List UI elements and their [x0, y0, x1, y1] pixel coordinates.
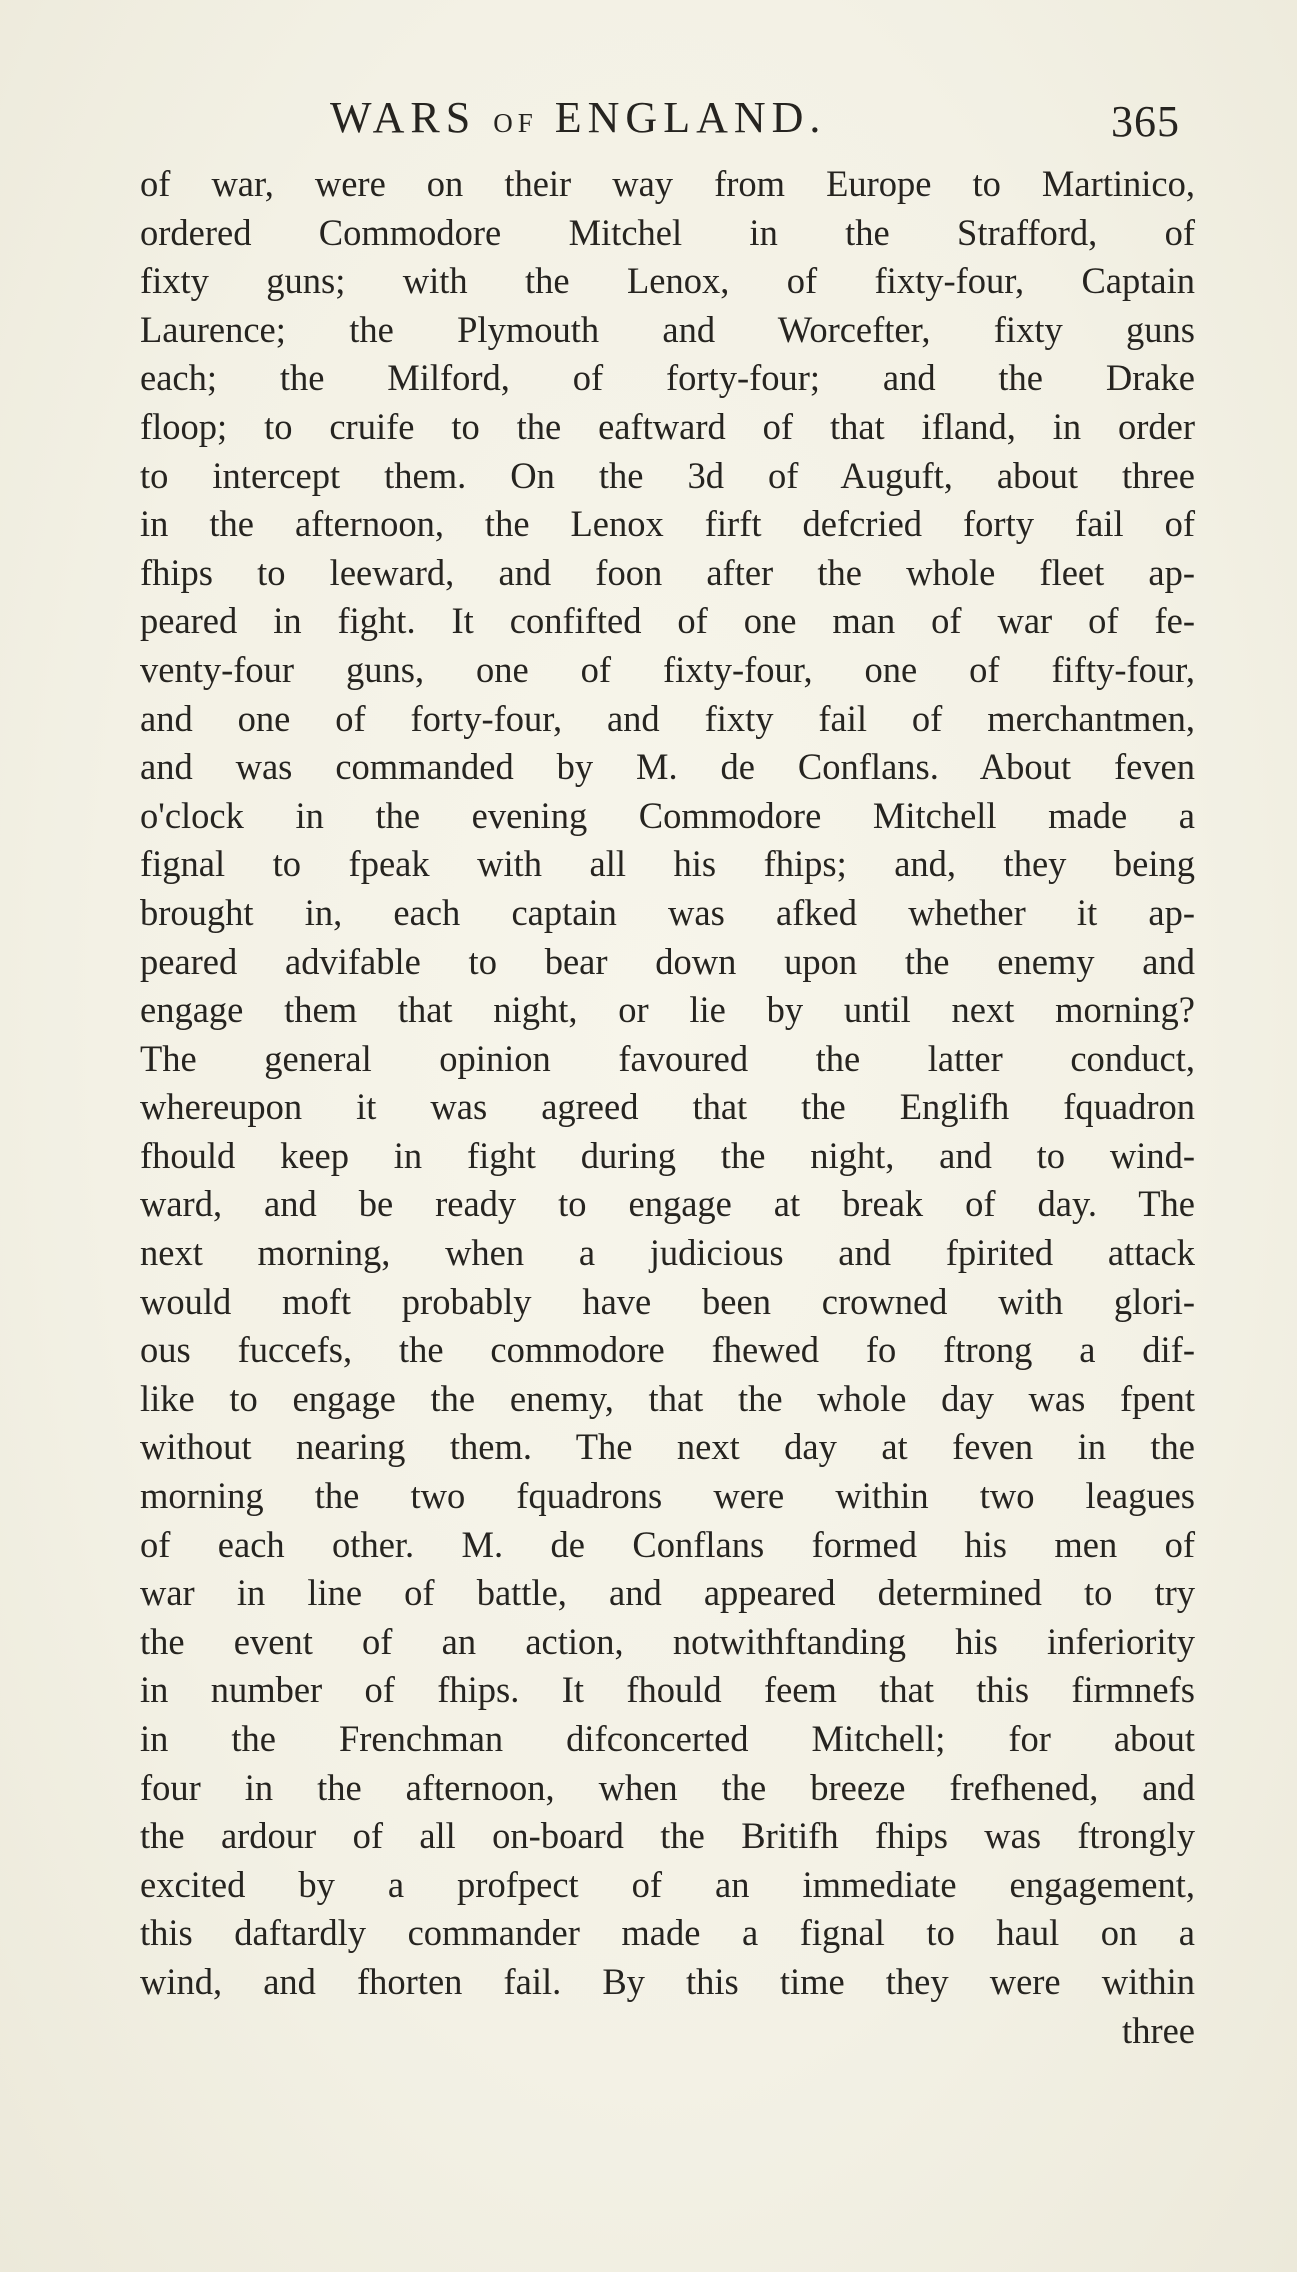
text-line: this daftardly commander made a fignal to haul on a	[140, 1912, 1195, 1954]
text-line: each; the Milford, of forty-four; and the Drake	[140, 357, 1195, 399]
text-line: fhips to leeward, and foon after the whole fleet ap-	[140, 551, 1195, 593]
text-line: ordered Commodore Mitchel in the Strafford, of	[140, 211, 1195, 253]
running-title	[330, 92, 826, 143]
text-line: to intercept them. On the 3d of Auguft, about three	[140, 454, 1195, 496]
text-line: in number of fhips. It fhould feem that this firmnefs	[140, 1669, 1195, 1711]
running-title-ars: ARS	[372, 93, 477, 142]
running-title-w: W	[330, 93, 373, 142]
text-line: excited by a profpect of an immediate engagement,	[140, 1863, 1195, 1905]
running-head	[330, 92, 1180, 152]
text-line: fixty guns; with the Lenox, of fixty-four, Captain	[140, 260, 1195, 302]
text-line: morning the two fquadrons were within two leagues	[140, 1475, 1195, 1517]
text-line: fhould keep in fight during the night, and to wind-	[140, 1134, 1195, 1176]
text-line: wind, and fhorten fail. By this time they were within	[140, 1960, 1195, 2002]
text-line: of war, were on their way from Europe to Martinico,	[140, 163, 1195, 204]
text-line: in the afternoon, the Lenox firft defcried forty fail of	[140, 503, 1195, 545]
text-line: war in line of battle, and appeared determined to try	[140, 1572, 1195, 1614]
text-line: without nearing them. The next day at feven in the	[140, 1426, 1195, 1468]
text-line: whereupon it was agreed that the Englifh fquadron	[140, 1086, 1195, 1128]
catchword: three	[1122, 2009, 1195, 2051]
text-line: the event of an action, notwithftanding his inferiority	[140, 1620, 1195, 1662]
text-line: o'clock in the evening Commodore Mitchell made a	[140, 794, 1195, 836]
text-line: floop; to cruife to the eaftward of that ifland, in order	[140, 405, 1195, 447]
text-line: the ardour of all on-board the Britifh fhips was ftrongly	[140, 1815, 1195, 1857]
text-line: peared in fight. It confifted of one man of war of fe-	[140, 600, 1195, 642]
text-line: venty-four guns, one of fixty-four, one of fifty-four,	[140, 648, 1195, 690]
running-title-england: ENGLAND.	[554, 93, 827, 142]
running-title-of: OF	[493, 108, 538, 138]
text-line: four in the afternoon, when the breeze frefhened, and	[140, 1766, 1195, 1808]
text-line: like to engage the enemy, that the whole day was fpent	[140, 1377, 1195, 1419]
text-line: and was commanded by M. de Conflans. About feven	[140, 746, 1195, 788]
text-line: brought in, each captain was afked whether it ap-	[140, 891, 1195, 933]
text-line: ward, and be ready to engage at break of day. The	[140, 1183, 1195, 1225]
text-line: ous fuccefs, the commodore fhewed fo ftrong a dif-	[140, 1329, 1195, 1371]
text-line: in the Frenchman difconcerted Mitchell; for about	[140, 1718, 1195, 1759]
text-line: fignal to fpeak with all his fhips; and, they being	[140, 843, 1195, 885]
text-line: would moft probably have been crowned with glori-	[140, 1280, 1195, 1322]
text-line: engage them that night, or lie by until next morning?	[140, 989, 1195, 1031]
page-number: 365	[1111, 97, 1180, 146]
text-line: and one of forty-four, and fixty fail of merchantmen,	[140, 697, 1195, 739]
text-line: The general opinion favoured the latter conduct,	[140, 1037, 1195, 1079]
text-line: next morning, when a judicious and fpirited attack	[140, 1232, 1195, 1274]
body-text	[140, 160, 1195, 2055]
text-line: peared advifable to bear down upon the enemy and	[140, 940, 1195, 982]
text-line: of each other. M. de Conflans formed his men of	[140, 1523, 1195, 1565]
text-line: Laurence; the Plymouth and Worcefter, fixty guns	[140, 308, 1195, 350]
